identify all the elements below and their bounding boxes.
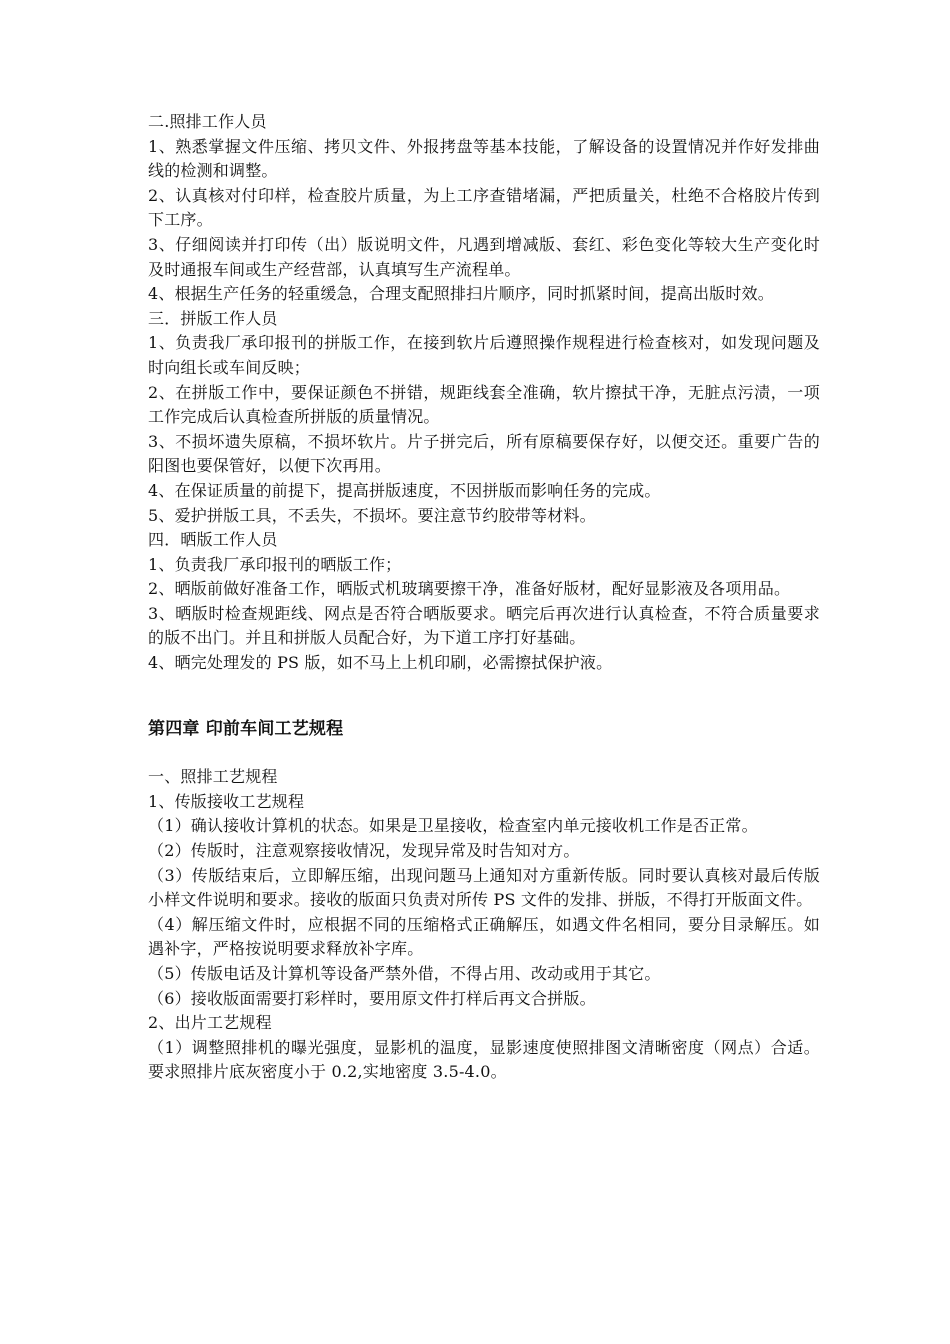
paragraph: （5）传版电话及计算机等设备严禁外借，不得占用、改动或用于其它。 bbox=[148, 964, 661, 983]
paragraph: 1、负责我厂承印报刊的晒版工作； bbox=[148, 554, 402, 574]
paragraph: 1、熟悉掌握文件压缩、拷贝文件、外报拷盘等基本技能，了解设备的设置情况并作好发排曲线的检测和调整。 bbox=[148, 136, 820, 181]
paragraph: （1）调整照排机的曝光强度，显影机的温度，显影速度使照排图文清晰密度（网点）合适。要求照排片底灰密度小于 0.2,实地密度 3.5-4.0。 bbox=[148, 1037, 820, 1082]
paragraph: 1、负责我厂承印报刊的拼版工作，在接到软片后遵照操作规程进行检查核对，如发现问题及时向组长或车间反映； bbox=[148, 333, 820, 377]
paragraph: 2、晒版前做好准备工作，晒版式机玻璃要擦干净，准备好版材，配好显影液及各项用品。 bbox=[148, 579, 791, 599]
paragraph: （2）传版时，注意观察接收情况，发现异常及时告知对方。 bbox=[148, 841, 580, 861]
section-heading-typesetting-process: 一、照排工艺规程 bbox=[148, 767, 278, 787]
section-heading-typesetting-staff: 二.照排工作人员 bbox=[148, 112, 267, 131]
paragraph: 4、晒完处理发的 PS 版，如不马上上机印刷，必需擦拭保护液。 bbox=[148, 653, 613, 673]
section-heading-imposition-staff: 三．拼版工作人员 bbox=[148, 308, 278, 328]
paragraph: 5、爱护拼版工具，不丢失，不损坏。要注意节约胶带等材料。 bbox=[148, 505, 596, 525]
paragraph: 4、根据生产任务的轻重缓急，合理支配照排扫片顺序，同时抓紧时间，提高出版时效。 bbox=[148, 284, 774, 304]
chapter-title: 第四章 印前车间工艺规程 bbox=[148, 718, 344, 739]
paragraph: 2、在拼版工作中，要保证颜色不拼错，规距线套全准确，软片擦拭干净，无脏点污渍，一项工作完成后认真检查所拼版的质量情况。 bbox=[148, 382, 820, 427]
paragraph: 4、在保证质量的前提下，提高拼版速度，不因拼版而影响任务的完成。 bbox=[148, 480, 661, 500]
section-heading-plate-exposure-staff: 四．晒版工作人员 bbox=[148, 530, 278, 550]
subsection-heading-transmission: 1、传版接收工艺规程 bbox=[148, 791, 305, 811]
subsection-heading-film-output: 2、出片工艺规程 bbox=[148, 1013, 272, 1033]
paragraph: 2、认真核对付印样，检查胶片质量，为上工序查错堵漏，严把质量关，杜绝不合格胶片传到下工序。 bbox=[148, 185, 820, 230]
paragraph: 3、不损坏遗失原稿，不损坏软片。片子拼完后，所有原稿要保存好，以便交还。重要广告的阳图也要保管好，以便下次再用。 bbox=[148, 431, 820, 476]
paragraph: 3、仔细阅读并打印传（出）版说明文件，凡遇到增减版、套红、彩色变化等较大生产变化时及时通报车间或生产经营部，认真填写生产流程单。 bbox=[148, 234, 820, 279]
paragraph: （6）接收版面需要打彩样时，要用原文件打样后再文合拼版。 bbox=[148, 988, 596, 1008]
paragraph: （3）传版结束后，立即解压缩，出现问题马上通知对方重新传版。同时要认真核对最后传版小样文件说明和要求。接收的版面只负责对所传 PS 文件的发排、拼版，不得打开版面文件。 bbox=[148, 865, 820, 910]
paragraph: （1）确认接收计算机的状态。如果是卫星接收，检查室内单元接收机工作是否正常。 bbox=[148, 816, 758, 836]
paragraph: 3、晒版时检查规距线、网点是否符合晒版要求。晒完后再次进行认真检查，不符合质量要求的版不出门。并且和拼版人员配合好，为下道工序打好基础。 bbox=[148, 603, 820, 648]
document-page bbox=[148, 110, 820, 1085]
paragraph: （4）解压缩文件时，应根据不同的压缩格式正确解压，如遇文件名相同，要分目录解压。如遇补字，严格按说明要求释放补字库。 bbox=[148, 914, 820, 959]
